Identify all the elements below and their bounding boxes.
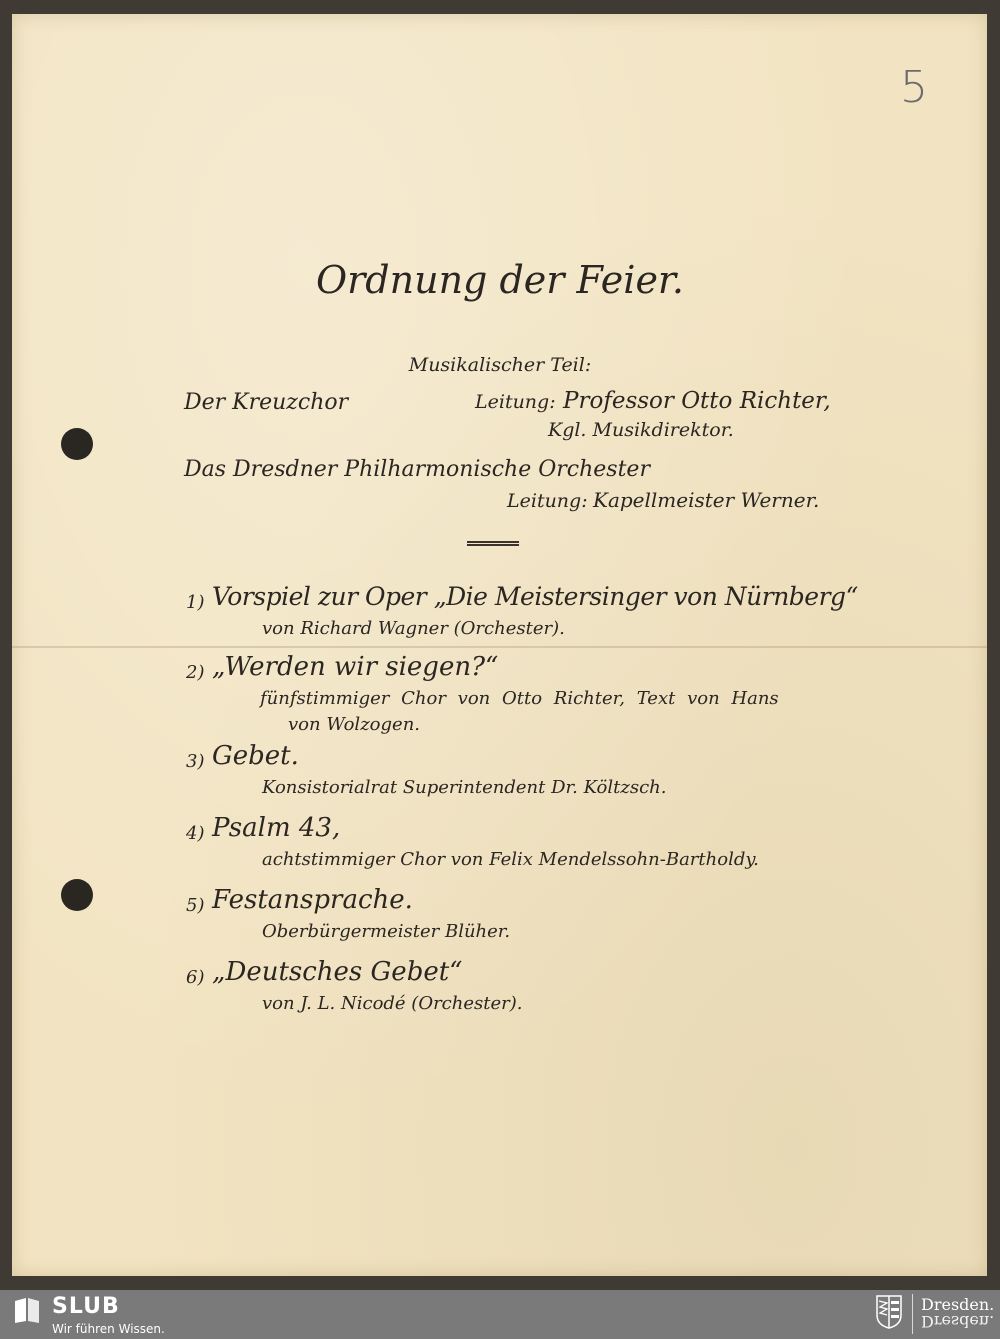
document-page <box>12 14 987 1276</box>
slub-logo-text[interactable]: SLUB <box>52 1294 120 1319</box>
program-item-title: Psalm 43, <box>212 813 341 843</box>
program-item-detail: von J. L. Nicodé (Orchester). <box>262 993 523 1014</box>
document-title: Ordnung der Feier. <box>315 258 684 302</box>
program-item-number: 4) <box>186 823 205 844</box>
page-number-pencil: 5 <box>900 62 928 113</box>
orchestra-name: Das Dresdner Philharmonische Orchester <box>184 457 650 482</box>
slub-tagline: Wir führen Wissen. <box>52 1322 165 1336</box>
choir-leader-label: Leitung: <box>475 391 556 413</box>
section-divider <box>467 541 519 546</box>
program-item-detail: fünfstimmiger Chor von Otto Richter, Text von Hans <box>260 688 779 709</box>
program-item-title: „Werden wir siegen?“ <box>212 652 499 682</box>
program-item-number: 3) <box>186 751 205 772</box>
choir-leader-title: Kgl. Musikdirektor. <box>548 419 734 441</box>
footer-separator <box>912 1294 913 1334</box>
program-item-detail: Konsistorialrat Superintendent Dr. Költzsch. <box>262 777 667 798</box>
dresden-logo-text[interactable]: Dresden. <box>921 1295 995 1314</box>
dresden-crest-icon <box>876 1295 902 1333</box>
choir-leader-name: Professor Otto Richter, <box>563 388 831 414</box>
orchestra-leader-name: Kapellmeister Werner. <box>593 488 820 512</box>
program-item-title: Vorspiel zur Oper „Die Meistersinger von Nürnberg“ <box>212 582 858 611</box>
program-item-number: 2) <box>186 662 205 683</box>
orchestra-leader-label: Leitung: <box>507 490 588 512</box>
choir-name: Der Kreuzchor <box>184 390 349 415</box>
program-item-title: Gebet. <box>212 741 299 771</box>
book-icon <box>12 1295 42 1329</box>
punch-hole <box>61 879 93 911</box>
dresden-logo-mirror: Dresden. <box>921 1312 995 1331</box>
footer-bar <box>0 1290 1000 1339</box>
program-item-detail: Oberbürgermeister Blüher. <box>262 921 511 942</box>
program-item-number: 5) <box>186 895 205 916</box>
paper-fold-line <box>12 646 987 648</box>
program-item-title: „Deutsches Gebet“ <box>212 957 463 987</box>
program-item-number: 6) <box>186 967 205 988</box>
program-item-detail: achtstimmiger Chor von Felix Mendelssohn-Bartholdy. <box>262 849 759 870</box>
program-item-detail: von Richard Wagner (Orchester). <box>262 618 565 639</box>
section-label: Musikalischer Teil: <box>408 354 592 376</box>
program-item-title: Festansprache. <box>212 885 413 915</box>
program-item-number: 1) <box>186 592 205 613</box>
punch-hole <box>61 428 93 460</box>
program-item-detail: von Wolzogen. <box>288 714 421 735</box>
